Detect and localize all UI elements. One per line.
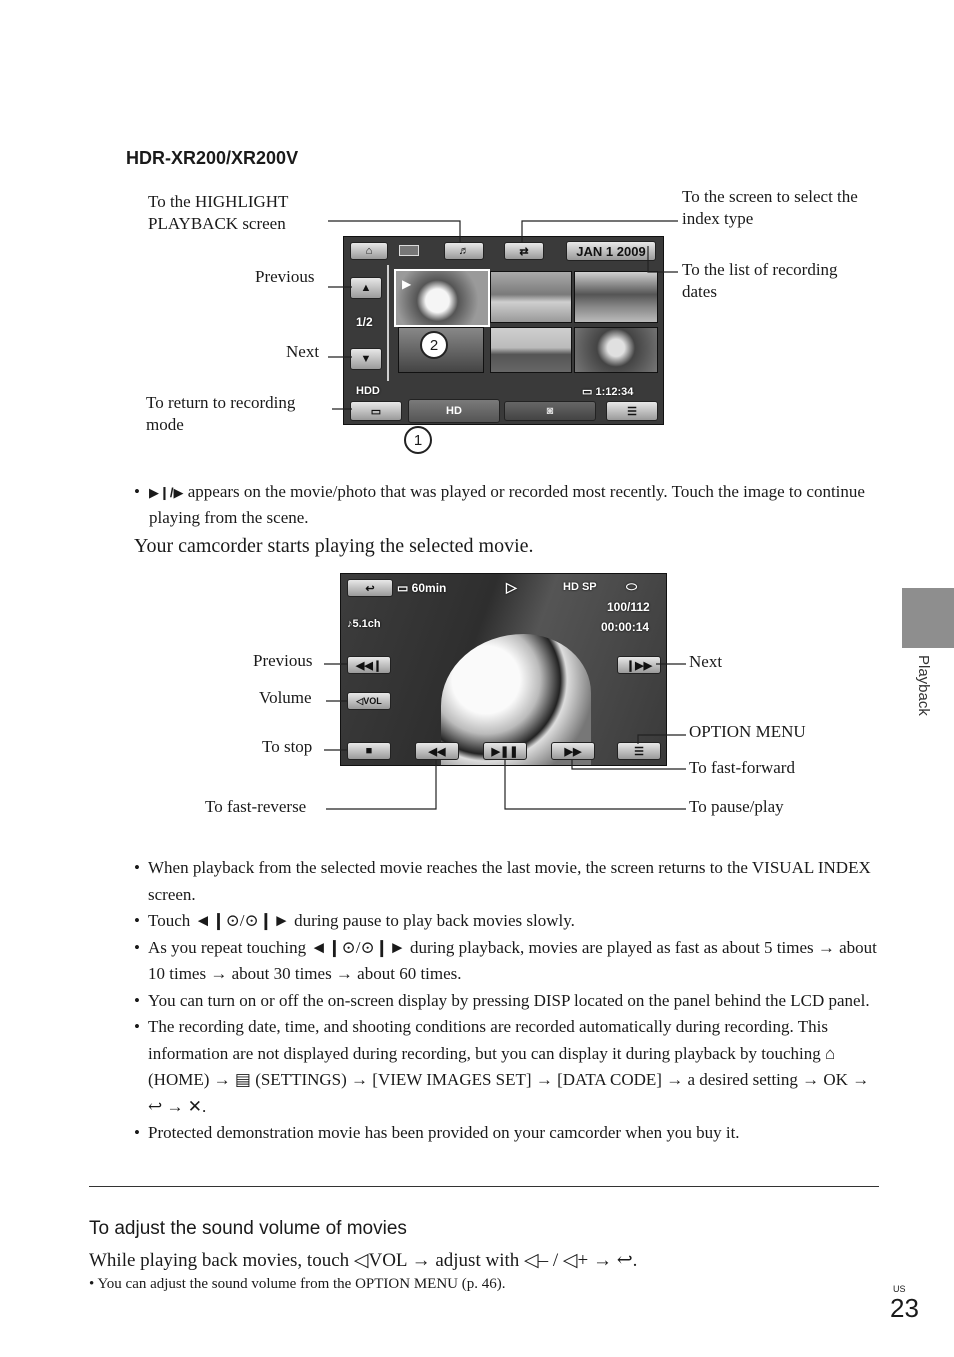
list-item: • Touch ◄❙⊙/⊙❙► during pause to play back movies slowly. [134, 908, 879, 935]
fast-reverse-icon: ◀◀ [428, 745, 446, 758]
page-region: US [893, 1284, 906, 1294]
callout-return: To return to recording mode [146, 393, 296, 434]
callout-highlight: To the HIGHLIGHT PLAYBACK screen [148, 192, 289, 233]
time-counter: 1:12:34 [595, 386, 634, 398]
volume-note-text: You can adjust the sound volume from the OPTION MENU (p. 46). [97, 1276, 506, 1292]
next-icon: ❙▶▶ [625, 659, 653, 672]
photo-icon: ◙ [546, 405, 554, 417]
pb-callout-stop: To stop [262, 737, 313, 756]
highlight-icon: ♬ [458, 245, 470, 257]
last-played-symbol: ▶❙/▶ [149, 485, 184, 500]
pb-callout-fast-reverse: To fast-reverse [205, 797, 307, 816]
audio-channels: 5.1ch [352, 618, 381, 630]
intro-bullet-text: appears on the movie/photo that was played or recorded most recently. Touch the image to continue playing from the scene. [149, 482, 865, 527]
down-arrow-icon: ▼ [360, 353, 372, 365]
list-item: • Protected demonstration movie has been provided on your camcorder when you buy it. [134, 1120, 879, 1147]
volume-note [89, 1276, 505, 1293]
play-status-icon: ▷ [506, 579, 517, 595]
play-pause-icon: ▶❚❚ [491, 745, 519, 758]
page-indicator: 1/2 [356, 315, 373, 329]
list-item: • The recording date, time, and shooting conditions are recorded automatically during recording. This information are not displayed during recording, but you can display it during playback by touching ⌂ (HOME) → ▤ (SETTINGS) → [VIEW IMAGES SET] → [DATA CODE] → a desired setting → OK → ↩ → ✕. [134, 1014, 879, 1120]
section-tab-marker [902, 588, 954, 648]
list-item: • When playback from the selected movie reaches the last movie, the screen returns to the VISUAL INDEX screen. [134, 855, 879, 908]
vol-label: VOL [363, 696, 382, 706]
media-label: HDD [356, 385, 380, 397]
quality-indicator: HD SP [563, 581, 597, 593]
speaker-icon: ◁ [356, 695, 364, 706]
battery-remaining: 60min [411, 581, 447, 595]
last-played-icon: ▶ [402, 277, 412, 291]
previous-icon: ◀◀❙ [355, 659, 383, 672]
section-divider [89, 1186, 879, 1187]
index-type-icon: ⇄ [519, 245, 529, 258]
option-icon: ☰ [627, 405, 637, 418]
up-arrow-icon: ▲ [360, 282, 372, 294]
pb-callout-pause-play: To pause/play [689, 797, 784, 816]
pb-callout-option-menu: OPTION MENU [689, 722, 806, 741]
fast-forward-icon: ▶▶ [564, 745, 582, 758]
hdd-icon: ⬭ [626, 579, 638, 594]
pb-callout-fast-forward: To fast-forward [689, 758, 795, 777]
home-icon: ⌂ [365, 245, 373, 257]
model-heading: HDR-XR200/XR200V [126, 148, 299, 168]
list-item: • As you repeat touching ◄❙⊙/⊙❙► during playback, movies are played as fast as about 5 times → about 10 times → about 30 times → about 60 times. [134, 935, 879, 988]
callout-previous: Previous [255, 267, 315, 286]
step-1-marker: 1 [404, 426, 432, 454]
notes-list [134, 855, 879, 1147]
date-list-button[interactable]: JAN 1 2009 [566, 241, 656, 261]
step-2-marker: 2 [420, 331, 448, 359]
hd-tab-label: HD [446, 405, 462, 417]
callout-next: Next [286, 342, 320, 361]
callout-dates: To the list of recording dates [682, 260, 838, 301]
pb-callout-previous: Previous [253, 651, 313, 670]
return-icon: ↩ [365, 582, 375, 595]
intro-bullet: • ▶❙/▶ appears on the movie/photo that was played or recorded most recently. Touch the image to continue playing from the scene. [134, 482, 865, 527]
bullet-dot: • [89, 1276, 98, 1292]
side-tab-label: Playback [915, 655, 932, 716]
list-item: • You can turn on or off the on-screen display by pressing DISP located on the panel behind the LCD panel. [134, 988, 879, 1015]
pb-callout-volume: Volume [259, 688, 312, 707]
movie-counter: 100/112 [607, 600, 650, 614]
pb-callout-next: Next [689, 652, 723, 671]
music-note-icon: ♪ [347, 618, 353, 630]
film-icon: ▭ [582, 386, 596, 398]
stop-icon: ■ [365, 745, 373, 757]
battery-icon-2: ▭ [397, 581, 412, 595]
option-menu-icon: ☰ [634, 745, 644, 758]
callout-select-index: To the screen to select the index type [682, 187, 858, 228]
starts-playing-text: Your camcorder starts playing the selected movie. [134, 535, 534, 557]
page-number: 23 [890, 1293, 919, 1323]
volume-instruction: While playing back movies, touch ◁VOL → adjust with ◁– / ◁+ → ↩. [89, 1250, 638, 1271]
section-heading: To adjust the sound volume of movies [89, 1218, 407, 1239]
timecode: 00:00:14 [601, 620, 650, 634]
camera-rec-icon: ▭ [370, 405, 382, 418]
